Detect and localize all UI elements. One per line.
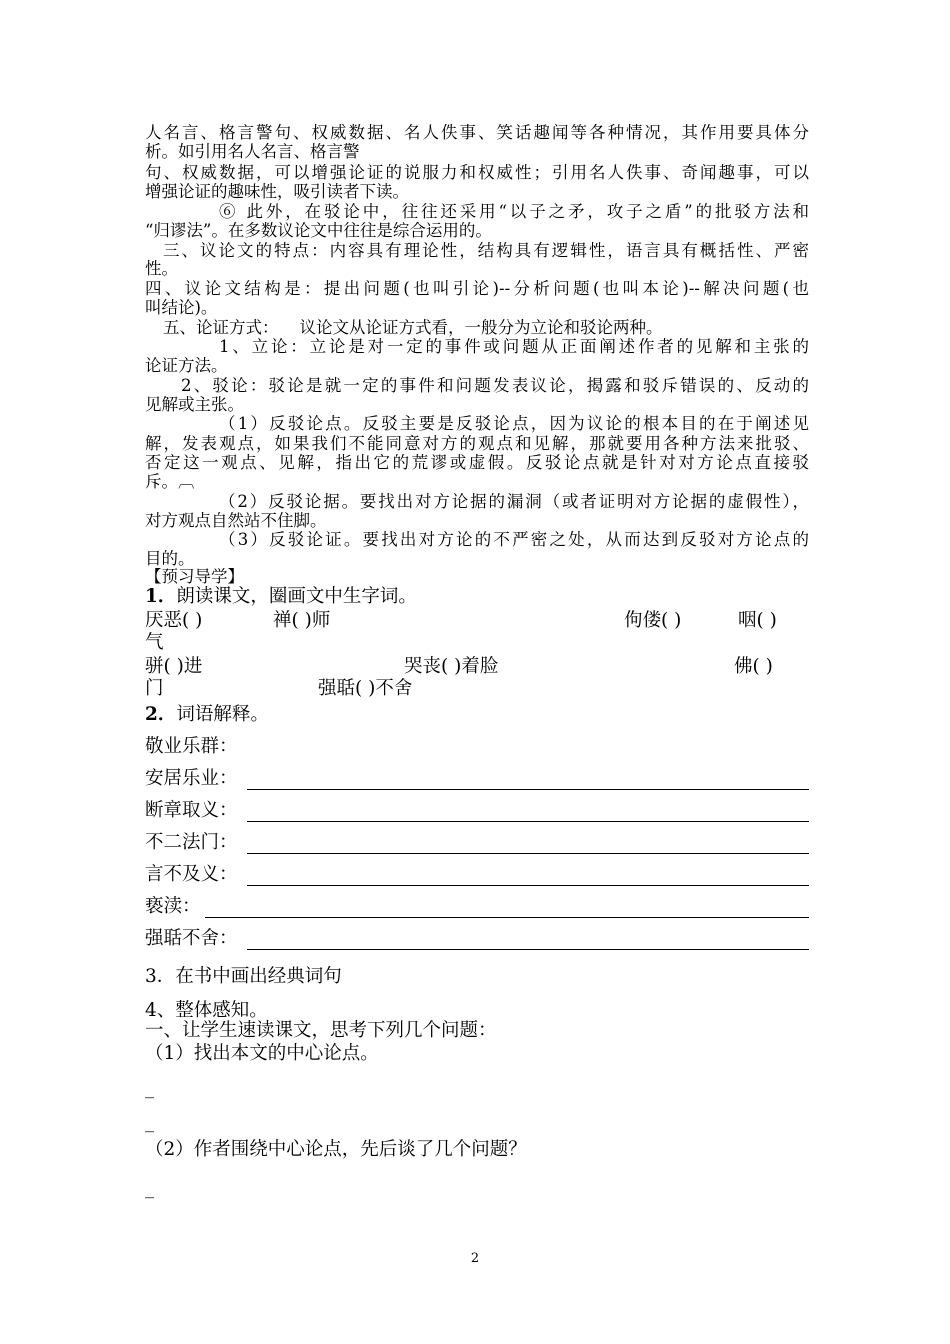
- answer-line[interactable]: [205, 917, 809, 918]
- notes-line-2: 析。如引用名人名言、格言警: [145, 142, 360, 161]
- page-number: 2: [470, 1251, 480, 1266]
- word-7-continued: 门: [145, 678, 164, 699]
- subquestion-2: （2）作者围绕中心论点，先后谈了几个问题？: [145, 1139, 527, 1160]
- term-label: 言不及义：: [145, 864, 238, 885]
- notes-line-19: 斥。︹: [145, 472, 195, 491]
- question-4: 4、整体感知。: [145, 1000, 268, 1021]
- term-row: [145, 896, 809, 920]
- word-6: 哭丧( )着脸: [404, 656, 499, 677]
- notes-line-18: 否定这一观点、见解，指出它的荒谬或虚假。反驳论点就是针对对方论点直接驳: [145, 453, 809, 472]
- term-row: [145, 928, 809, 952]
- question-3: 3．在书中画出经典词句: [145, 966, 342, 987]
- term-row: [145, 864, 809, 888]
- term-row: [145, 768, 809, 792]
- word-8: 强聒( )不舍: [318, 678, 413, 699]
- notes-line-23: 目的。: [145, 549, 195, 568]
- question-2: [145, 704, 269, 726]
- word-4: 咽( ): [738, 610, 777, 631]
- word-4-continued: 气: [145, 632, 164, 653]
- answer-blank[interactable]: _: [145, 1178, 154, 1199]
- notes-line-15: 见解或主张。: [145, 395, 244, 414]
- notes-line-7: 三、议论文的特点：内容具有理论性，结构具有逻辑性，语言具有概括性、严密: [163, 241, 809, 260]
- notes-line-16: （1）反驳论点。反驳主要是反驳论点，因为议论的根本目的在于阐述见: [219, 414, 809, 433]
- term-label: 敬业乐群：: [145, 736, 238, 757]
- notes-line-21: 对方观点自然站不住脚。: [145, 511, 327, 530]
- question-1: [145, 586, 417, 608]
- question-2-text: 词语解释。: [176, 704, 269, 725]
- subquestion-intro: 一、让学生速读课文，思考下列几个问题：: [145, 1020, 497, 1041]
- answer-line[interactable]: [247, 949, 809, 950]
- notes-line-9: 四、议论文结构是：提出问题(也叫引论)--分析问题(也叫本论)--解决问题(也: [145, 279, 809, 298]
- preview-heading: 【预习导学】: [145, 567, 244, 586]
- term-label: 不二法门：: [145, 832, 238, 853]
- question-2-number: 2．: [145, 704, 177, 725]
- notes-line-10: 叫结论)。: [145, 298, 218, 317]
- notes-line-5: ⑥ 此外，在驳论中，往往还采用“以子之矛，攻子之盾”的批驳方法和: [219, 202, 809, 221]
- notes-line-11: 五、论证方式： 议论文从论证方式看，一般分为立论和驳论两种。: [163, 318, 663, 337]
- answer-line[interactable]: [247, 885, 809, 886]
- term-row: [145, 736, 809, 760]
- word-7: 佛( ): [734, 656, 773, 677]
- answer-blank[interactable]: _: [145, 1112, 154, 1133]
- term-label: 断章取义：: [145, 800, 238, 821]
- term-row: [145, 832, 809, 856]
- notes-line-17: 解，发表观点，如果我们不能同意对方的观点和见解，那就要用各种方法来批驳、: [145, 434, 809, 453]
- notes-line-8: 性。: [145, 259, 178, 278]
- notes-line-22: （3）反驳论证。要找出对方论的不严密之处，从而达到反驳对方论点的: [219, 530, 809, 549]
- notes-line-6: “归谬法”。在多数议论文中往往是综合运用的。: [145, 221, 492, 240]
- word-3: 佝偻( ): [624, 610, 682, 631]
- word-1: 厌恶( ): [145, 610, 203, 631]
- answer-line[interactable]: [247, 821, 809, 822]
- word-2: 禅( )师: [273, 610, 331, 631]
- notes-line-14: 2、驳论：驳论是就一定的事件和问题发表议论，揭露和驳斥错误的、反动的: [181, 376, 809, 395]
- notes-line-20: （2）反驳论据。要找出对方论据的漏洞（或者证明对方论据的虚假性），: [219, 492, 809, 511]
- question-1-text: 朗读课文，圈画文中生字词。: [176, 586, 417, 607]
- notes-line-1: 人名言、格言警句、权威数据、名人佚事、笑话趣闻等各种情况，其作用要具体分: [145, 123, 809, 142]
- notes-line-3: 句、权威数据，可以增强论证的说服力和权威性；引用名人佚事、奇闻趣事，可以: [145, 163, 809, 182]
- term-row: [145, 800, 809, 824]
- word-5: 骈( )进: [145, 656, 203, 677]
- subquestion-1: （1）找出本文的中心论点。: [145, 1043, 379, 1064]
- notes-line-13: 论证方法。: [145, 356, 228, 375]
- answer-blank[interactable]: _: [145, 1078, 154, 1099]
- term-label: 强聒不舍：: [145, 928, 238, 949]
- answer-line[interactable]: [247, 789, 809, 790]
- question-1-number: 1．: [145, 586, 177, 607]
- notes-line-4: 增强论证的趣味性，吸引读者下读。: [145, 182, 409, 201]
- term-label: 亵渎：: [145, 896, 201, 917]
- term-label: 安居乐业：: [145, 768, 238, 789]
- notes-line-12: 1、立论：立论是对一定的事件或问题从正面阐述作者的见解和主张的: [219, 337, 809, 356]
- answer-line[interactable]: [247, 853, 809, 854]
